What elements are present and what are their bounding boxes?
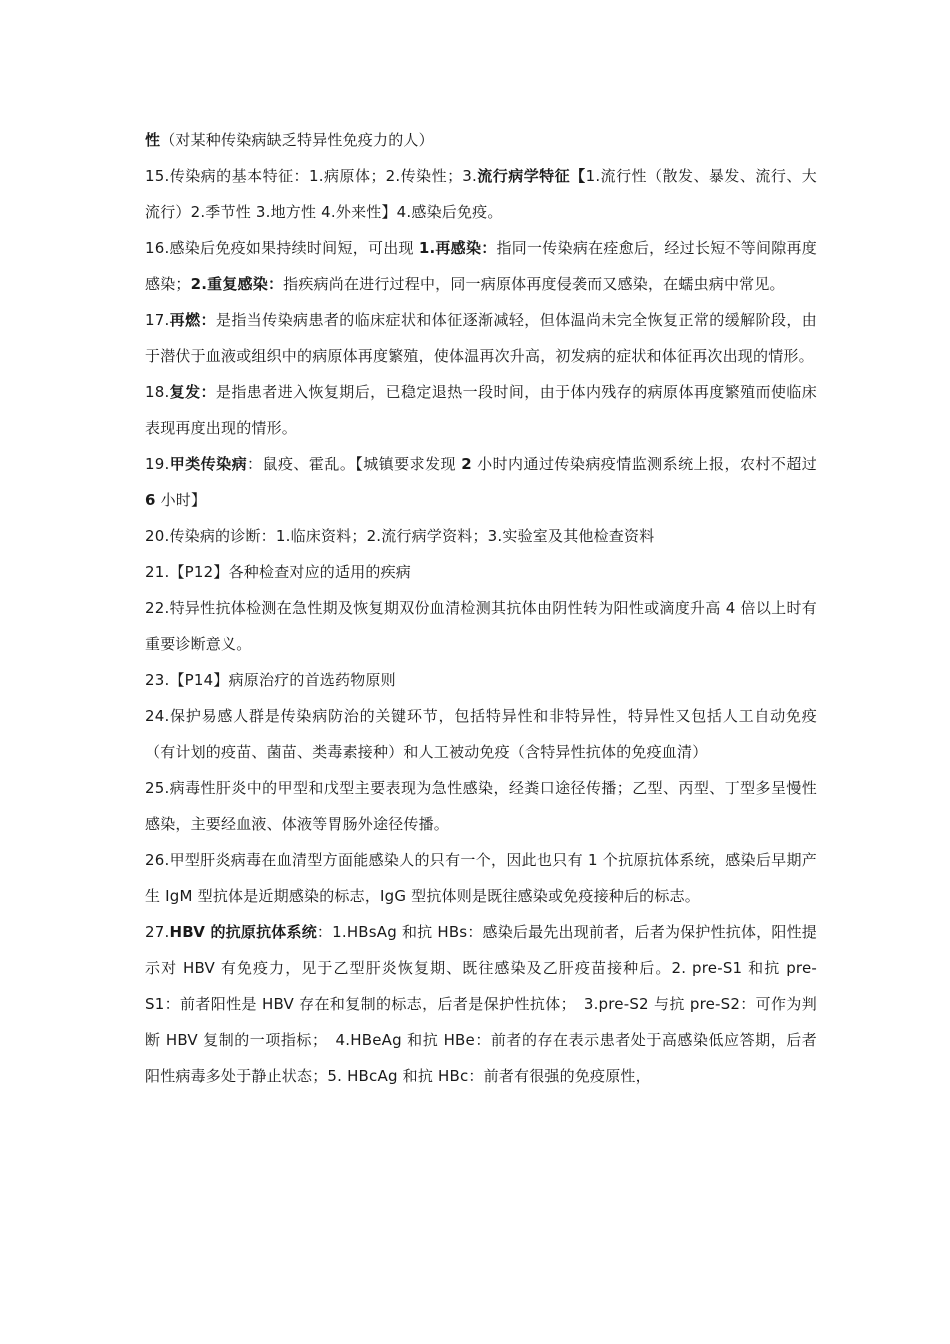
paragraph-p26 (145, 842, 817, 914)
paragraph-p17 (145, 302, 817, 374)
text-run: 18. (145, 383, 170, 401)
text-run: 是指患者进入恢复期后，已稳定退热一段时间，由于体内残存的病原体再度繁殖而使临床表现再度出现的情形。 (145, 383, 817, 437)
bold-text-run: 再燃： (169, 311, 216, 329)
bold-text-run: 复发： (169, 383, 216, 401)
paragraph-p19 (145, 446, 817, 518)
bold-text-run: 甲类传染病 (169, 455, 248, 473)
text-run: （对某种传染病缺乏特异性免疫力的人） (160, 131, 434, 149)
text-run: 指疾病尚在进行过程中，同一病原体再度侵袭而又感染，在蠕虫病中常见。 (283, 275, 785, 293)
paragraph-p16 (145, 230, 817, 302)
bold-text-run: 流行病学特征【 (476, 167, 586, 185)
text-run: 小时内通过传染病疫情监测系统上报，农村不超过 (471, 455, 817, 473)
text-run: 1.流行性（散发、暴发、流行、大流行）2.季节性 3.地方性 4.外来性】4.感染后免疫。 (145, 167, 817, 221)
text-run: 16.感染后免疫如果持续时间短，可出现 (145, 239, 419, 257)
paragraph-p23 (145, 662, 817, 698)
paragraph-p15 (145, 158, 817, 230)
paragraph-p27 (145, 914, 817, 1094)
text-run: 指同一传染病在痊愈后，经过长短不等间隙再度感染； (145, 239, 818, 293)
text-run: 17. (145, 311, 170, 329)
text-run: 21.【P12】各种检查对应的适用的疾病 (145, 563, 411, 581)
paragraph-p22 (145, 590, 817, 662)
text-run: 20.传染病的诊断：1.临床资料；2.流行病学资料；3.实验室及其他检查资料 (145, 527, 655, 545)
bold-text-run: 性 (145, 131, 161, 149)
text-run: 15.传染病的基本特征：1.病原体；2.传染性；3. (145, 167, 477, 185)
text-run: 25.病毒性肝炎中的甲型和戊型主要表现为急性感染，经粪口途径传播；乙型、丙型、丁型多呈慢性感染，主要经血液、体液等胃肠外途径传播。 (145, 779, 817, 833)
document-page (145, 122, 817, 1094)
text-run: ：鼠疫、霍乱。【城镇要求发现 (247, 455, 462, 473)
bold-text-run: 2 (461, 455, 472, 473)
text-run: 是指当传染病患者的临床症状和体征逐渐减轻，但体温尚未完全恢复正常的缓解阶段，由于潜伏于血液或组织中的病原体再度繁殖，使体温再次升高，初发病的症状和体征再次出现的情形。 (145, 311, 817, 365)
bold-text-run: 2.重复感染： (190, 275, 284, 293)
text-run: 小时】 (155, 491, 207, 509)
text-run: 27. (145, 923, 170, 941)
paragraph-p18 (145, 374, 817, 446)
text-run: ：1.HBsAg 和抗 HBs：感染后最先出现前者，后者为保护性抗体，阳性提示对 HBV 有免疫力，见于乙型肝炎恢复期、既往感染及乙肝疫苗接种后。2. pre-S1 和抗 pre-S1：前者阳性是 HBV 存在和复制的标志，后者是保护性抗体； 3.pre-S2 与抗 pre-S2：可作为判断 HBV 复制的一项指标； 4.HBeAg 和抗 HBe：前者的存在表示患者处于高感染低应答期，后者阳性病毒多处于静止状态；5. HBcAg 和抗 HBc：前者有很强的免疫原性， (145, 923, 817, 1085)
bold-text-run: 1.再感染： (418, 239, 497, 257)
text-run: 19. (145, 455, 170, 473)
text-run: 26.甲型肝炎病毒在血清型方面能感染人的只有一个，因此也只有 1 个抗原抗体系统，感染后早期产生 IgM 型抗体是近期感染的标志，IgG 型抗体则是既往感染或免疫接种后的标志。 (145, 851, 817, 905)
text-run: 23.【P14】病原治疗的首选药物原则 (145, 671, 396, 689)
paragraph-p20 (145, 518, 817, 554)
bold-text-run: 6 (145, 491, 156, 509)
text-run: 22.特异性抗体检测在急性期及恢复期双份血清检测其抗体由阴性转为阳性或滴度升高 4 倍以上时有重要诊断意义。 (145, 599, 817, 653)
bold-text-run: HBV 的抗原抗体系统 (169, 923, 317, 941)
paragraph-p24 (145, 698, 817, 770)
text-run: 24.保护易感人群是传染病防治的关键环节，包括特异性和非特异性，特异性又包括人工自动免疫（有计划的疫苗、菌苗、类毒素接种）和人工被动免疫（含特异性抗体的免疫血清） (145, 707, 817, 761)
paragraph-p0 (145, 122, 817, 158)
paragraph-p21 (145, 554, 817, 590)
paragraph-p25 (145, 770, 817, 842)
